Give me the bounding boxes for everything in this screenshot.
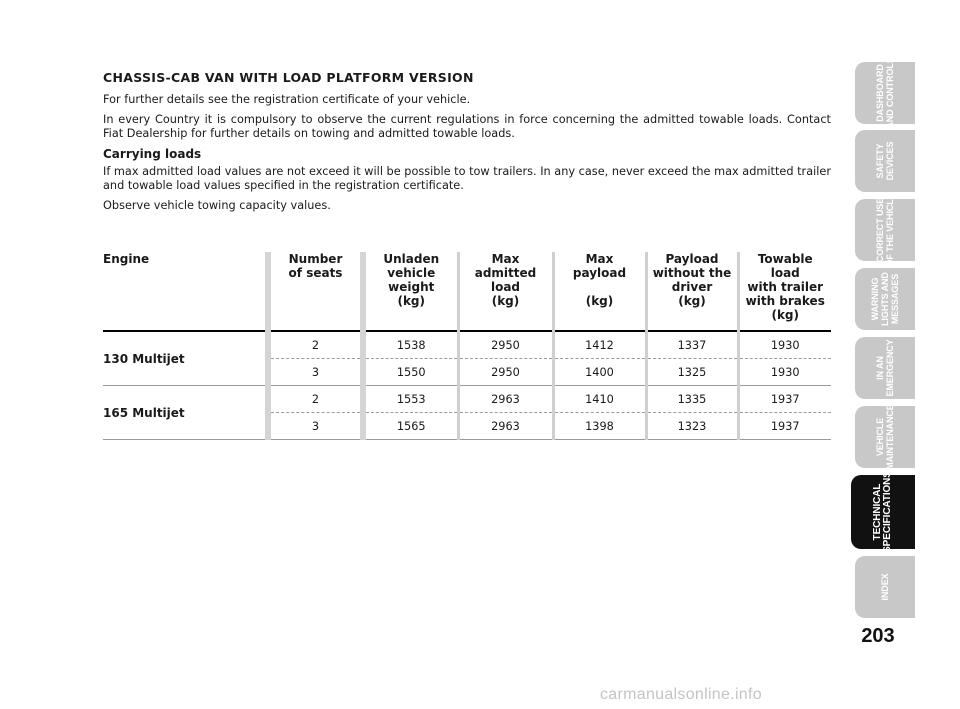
page-number: 203 xyxy=(861,625,895,647)
cell-maxpayload: 1410 xyxy=(553,386,646,413)
watermark-text: carmanualsonline.info xyxy=(600,686,762,703)
tab-in-an-emergency[interactable]: IN AN EMERGENCY xyxy=(855,337,915,399)
cell-unladen: 1565 xyxy=(363,413,458,440)
cell-maxload: 2950 xyxy=(458,331,553,359)
tab-warning-lights[interactable]: WARNING LIGHTS AND MESSAGES xyxy=(855,268,915,330)
cell-unladen: 1538 xyxy=(363,331,458,359)
header-payload-without-driver: Payload without the driver (kg) xyxy=(646,252,738,331)
engine-130-multijet: 130 Multijet xyxy=(103,331,268,386)
cell-towable: 1937 xyxy=(738,413,831,440)
tab-index[interactable]: INDEX xyxy=(855,556,915,618)
section-title: CHASSIS-CAB VAN WITH LOAD PLATFORM VERSION xyxy=(103,70,474,85)
cell-seats: 2 xyxy=(268,386,363,413)
header-unladen-weight: Unladen vehicle weight (kg) xyxy=(363,252,458,331)
header-max-payload: Max payload (kg) xyxy=(553,252,646,331)
table-header-row xyxy=(103,252,831,331)
engine-165-multijet: 165 Multijet xyxy=(103,386,268,440)
cell-seats: 2 xyxy=(268,331,363,359)
header-towable-load: Towable load with trailer with brakes (kg) xyxy=(738,252,831,331)
cell-maxpayload: 1400 xyxy=(553,359,646,386)
cell-seats: 3 xyxy=(268,359,363,386)
cell-payload: 1325 xyxy=(646,359,738,386)
cell-towable: 1930 xyxy=(738,359,831,386)
paragraph-registration: For further details see the registration certificate of your vehicle. xyxy=(103,93,471,106)
subheading-carrying-loads: Carrying loads xyxy=(103,147,202,161)
cell-maxload: 2963 xyxy=(458,386,553,413)
cell-maxpayload: 1412 xyxy=(553,331,646,359)
paragraph-trailers: If max admitted load values are not exceed it will be possible to tow trailers. In any case, never exceed the max admitted trailer and towable load values specified in the registration certificate. xyxy=(103,165,831,192)
header-seats: Number of seats xyxy=(268,252,363,331)
cell-towable: 1930 xyxy=(738,331,831,359)
cell-unladen: 1553 xyxy=(363,386,458,413)
towing-spec-table xyxy=(103,252,831,440)
header-engine: Engine xyxy=(103,252,268,331)
cell-maxpayload: 1398 xyxy=(553,413,646,440)
header-max-admitted-load: Max admitted load (kg) xyxy=(458,252,553,331)
cell-payload: 1323 xyxy=(646,413,738,440)
tab-correct-use[interactable]: CORRECT USE OF THE VEHICLE xyxy=(855,199,915,261)
tab-dashboard-and-controls[interactable]: DASHBOARD AND CONTROLS xyxy=(855,62,915,124)
cell-payload: 1337 xyxy=(646,331,738,359)
tab-vehicle-maintenance[interactable]: VEHICLE MAINTENANCE xyxy=(855,406,915,468)
paragraph-towing-capacity: Observe vehicle towing capacity values. xyxy=(103,199,331,212)
table-row xyxy=(103,386,831,413)
cell-maxload: 2963 xyxy=(458,413,553,440)
cell-maxload: 2950 xyxy=(458,359,553,386)
page-content xyxy=(103,70,831,219)
paragraph-regulations: In every Country it is compulsory to observe the current regulations in force concerning the admitted towable loads. Contact Fiat Dealership for further details on towing and admitted towable loads. xyxy=(103,113,831,140)
cell-seats: 3 xyxy=(268,413,363,440)
cell-towable: 1937 xyxy=(738,386,831,413)
cell-unladen: 1550 xyxy=(363,359,458,386)
cell-payload: 1335 xyxy=(646,386,738,413)
tab-safety-devices[interactable]: SAFETY DEVICES xyxy=(855,130,915,192)
table-row xyxy=(103,331,831,359)
tab-technical-specifications[interactable]: TECHNICAL SPECIFICATIONS xyxy=(851,475,915,549)
